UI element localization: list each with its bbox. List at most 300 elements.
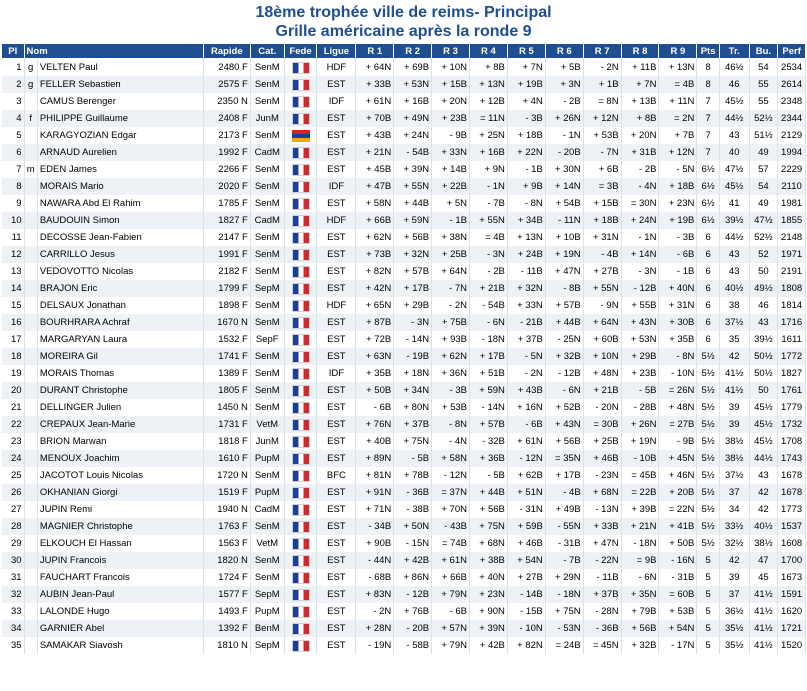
table-row[interactable]: [2, 331, 806, 348]
cell-round-3: + 36N: [432, 365, 470, 382]
table-row[interactable]: [2, 263, 806, 280]
cell-name: BRION Marwan: [37, 433, 203, 450]
table-row[interactable]: [2, 195, 806, 212]
cell-tiebreak-tr: 41: [719, 195, 749, 212]
cell-performance: 2148: [778, 229, 806, 246]
cell-round-1: + 28N: [356, 620, 394, 637]
table-row[interactable]: [2, 484, 806, 501]
cell-round-9: - 8N: [659, 348, 697, 365]
cell-tiebreak-bu: 41½: [749, 603, 778, 620]
cell-title: [24, 552, 37, 569]
cell-round-1: + 71N: [356, 501, 394, 518]
cell-round-1: + 21N: [356, 144, 394, 161]
cell-title: [24, 535, 37, 552]
col-header-tr[interactable]: Tr.: [719, 44, 749, 59]
cell-points: 5½: [697, 518, 720, 535]
cell-performance: 1591: [778, 586, 806, 603]
cell-round-5: - 5N: [507, 348, 545, 365]
cell-round-6: + 17B: [545, 467, 583, 484]
cell-name: CARRILLO Jesus: [37, 246, 203, 263]
cell-round-1: + 61N: [356, 93, 394, 110]
cell-federation: [284, 314, 317, 331]
cell-round-5: + 37B: [507, 331, 545, 348]
cell-round-3: + 33N: [432, 144, 470, 161]
france-flag-icon: [292, 470, 310, 482]
cell-title: [24, 467, 37, 484]
cell-title: [24, 399, 37, 416]
table-row[interactable]: [2, 127, 806, 144]
france-flag-icon: [292, 606, 310, 618]
col-header-r6[interactable]: R 6: [545, 44, 583, 59]
cell-round-6: + 5B: [545, 59, 583, 77]
cell-round-2: + 34N: [394, 382, 432, 399]
cell-round-1: - 68B: [356, 569, 394, 586]
table-row[interactable]: [2, 314, 806, 331]
table-row[interactable]: [2, 637, 806, 654]
cell-round-4: + 40N: [470, 569, 508, 586]
col-header-ligue[interactable]: Ligue: [317, 44, 356, 59]
cell-league: HDF: [317, 212, 356, 229]
cell-federation: [284, 586, 317, 603]
cell-round-2: + 37B: [394, 416, 432, 433]
cell-tiebreak-tr: 43: [719, 127, 749, 144]
cell-round-7: + 27B: [583, 263, 621, 280]
cell-round-8: + 11B: [621, 59, 659, 77]
cell-place: 1: [2, 59, 25, 77]
col-header-rapide[interactable]: Rapide: [203, 44, 250, 59]
cell-round-4: + 38B: [470, 552, 508, 569]
cell-round-8: - 3N: [621, 263, 659, 280]
cell-title: [24, 93, 37, 110]
cell-league: EST: [317, 110, 356, 127]
france-flag-icon: [292, 436, 310, 448]
table-row[interactable]: [2, 297, 806, 314]
cell-title: [24, 212, 37, 229]
col-header-r4[interactable]: R 4: [470, 44, 508, 59]
france-flag-icon: [292, 96, 310, 108]
cell-round-4: + 12B: [470, 93, 508, 110]
col-header-r9[interactable]: R 9: [659, 44, 697, 59]
cell-round-7: - 4B: [583, 246, 621, 263]
cell-round-8: + 35N: [621, 586, 659, 603]
cell-federation: [284, 399, 317, 416]
table-row[interactable]: [2, 552, 806, 569]
col-header-r7[interactable]: R 7: [583, 44, 621, 59]
cell-tiebreak-tr: 35½: [719, 637, 749, 654]
cell-round-7: + 33B: [583, 518, 621, 535]
table-row[interactable]: [2, 110, 806, 127]
table-row[interactable]: [2, 178, 806, 195]
france-flag-icon: [292, 164, 310, 176]
cell-round-9: + 35B: [659, 331, 697, 348]
cell-performance: 1673: [778, 569, 806, 586]
cell-category: SenM: [250, 297, 284, 314]
cell-round-4: - 6N: [470, 314, 508, 331]
cell-round-7: + 18B: [583, 212, 621, 229]
col-header-pl[interactable]: Pl: [2, 44, 25, 59]
cell-place: 27: [2, 501, 25, 518]
cell-league: EST: [317, 569, 356, 586]
cell-league: EST: [317, 76, 356, 93]
cell-round-8: - 1N: [621, 229, 659, 246]
cell-tiebreak-bu: 44½: [749, 450, 778, 467]
cell-round-9: + 18B: [659, 178, 697, 195]
table-row[interactable]: [2, 93, 806, 110]
cell-place: 20: [2, 382, 25, 399]
cell-round-2: - 58B: [394, 637, 432, 654]
cell-tiebreak-bu: 47½: [749, 212, 778, 229]
cell-league: IDF: [317, 93, 356, 110]
cell-round-2: + 16B: [394, 93, 432, 110]
cell-tiebreak-tr: 46½: [719, 59, 749, 77]
france-flag-icon: [292, 232, 310, 244]
cell-federation: [284, 484, 317, 501]
cell-title: [24, 484, 37, 501]
cell-round-4: - 54B: [470, 297, 508, 314]
france-flag-icon: [292, 555, 310, 567]
france-flag-icon: [292, 487, 310, 499]
cell-round-8: + 31B: [621, 144, 659, 161]
cell-league: EST: [317, 552, 356, 569]
cell-round-2: + 76B: [394, 603, 432, 620]
col-header-bu[interactable]: Bu.: [749, 44, 778, 59]
col-header-perf[interactable]: Perf: [778, 44, 806, 59]
cell-rapide: 1724 F: [203, 569, 250, 586]
cell-round-7: + 25B: [583, 433, 621, 450]
cell-round-5: + 9B: [507, 178, 545, 195]
cell-place: 6: [2, 144, 25, 161]
cell-rapide: 2408 F: [203, 110, 250, 127]
table-row[interactable]: [2, 603, 806, 620]
cell-points: 6: [697, 229, 720, 246]
cell-round-5: + 27B: [507, 569, 545, 586]
cell-round-1: + 82N: [356, 263, 394, 280]
cell-rapide: 2020 F: [203, 178, 250, 195]
cell-place: 29: [2, 535, 25, 552]
cell-round-4: - 1N: [470, 178, 508, 195]
cell-round-6: + 3N: [545, 76, 583, 93]
cell-federation: [284, 535, 317, 552]
cell-round-7: - 2N: [583, 59, 621, 77]
cell-round-5: + 82N: [507, 637, 545, 654]
cell-performance: 2191: [778, 263, 806, 280]
cell-category: CadM: [250, 144, 284, 161]
cell-tiebreak-tr: 37½: [719, 467, 749, 484]
cell-name: MENOUX Joachim: [37, 450, 203, 467]
cell-round-6: - 6N: [545, 382, 583, 399]
cell-round-2: - 3N: [394, 314, 432, 331]
cell-name: FELLER Sebastien: [37, 76, 203, 93]
cell-title: [24, 603, 37, 620]
col-header-cat[interactable]: Cat.: [250, 44, 284, 59]
cell-round-4: - 14N: [470, 399, 508, 416]
cell-round-2: - 12B: [394, 586, 432, 603]
cell-round-9: + 45N: [659, 450, 697, 467]
cell-round-3: - 3B: [432, 382, 470, 399]
cell-name: KARAGYOZIAN Edgar: [37, 127, 203, 144]
cell-round-7: + 47N: [583, 535, 621, 552]
table-row[interactable]: [2, 144, 806, 161]
cell-category: SenM: [250, 518, 284, 535]
cell-round-5: + 51N: [507, 484, 545, 501]
cell-rapide: 2182 F: [203, 263, 250, 280]
cell-place: 35: [2, 637, 25, 654]
cell-round-7: + 31N: [583, 229, 621, 246]
cell-title: [24, 416, 37, 433]
cell-round-7: = 30B: [583, 416, 621, 433]
cell-title: g: [24, 59, 37, 77]
cell-category: BenM: [250, 620, 284, 637]
table-row[interactable]: [2, 518, 806, 535]
cell-performance: 1608: [778, 535, 806, 552]
cell-title: [24, 297, 37, 314]
armenia-flag-icon: [292, 130, 310, 142]
cell-round-7: + 64N: [583, 314, 621, 331]
cell-tiebreak-bu: 43: [749, 314, 778, 331]
cell-name: LALONDE Hugo: [37, 603, 203, 620]
cell-name: MOREIRA Gil: [37, 348, 203, 365]
cell-points: 5: [697, 637, 720, 654]
cell-name: DECOSSE Jean-Fabien: [37, 229, 203, 246]
cell-round-4: + 90N: [470, 603, 508, 620]
cell-federation: [284, 110, 317, 127]
cell-performance: 1700: [778, 552, 806, 569]
cell-title: [24, 314, 37, 331]
cell-round-7: + 68N: [583, 484, 621, 501]
col-header-fede[interactable]: Fede: [284, 44, 317, 59]
cell-federation: [284, 637, 317, 654]
page-subtitle: Grille américaine après la ronde 9: [275, 23, 532, 40]
cell-round-2: + 42B: [394, 552, 432, 569]
table-row[interactable]: [2, 59, 806, 77]
table-row[interactable]: [2, 382, 806, 399]
cell-title: g: [24, 76, 37, 93]
cell-round-9: - 31B: [659, 569, 697, 586]
cell-tiebreak-tr: 41½: [719, 365, 749, 382]
cell-round-8: = 30N: [621, 195, 659, 212]
cell-round-8: - 6N: [621, 569, 659, 586]
cell-round-8: + 39B: [621, 501, 659, 518]
cell-round-7: - 7N: [583, 144, 621, 161]
cell-tiebreak-bu: 52½: [749, 229, 778, 246]
cell-category: SepM: [250, 637, 284, 654]
cell-league: EST: [317, 331, 356, 348]
cell-points: 5½: [697, 416, 720, 433]
table-row[interactable]: [2, 416, 806, 433]
cell-league: BFC: [317, 467, 356, 484]
cell-round-9: - 17N: [659, 637, 697, 654]
cell-rapide: 1799 F: [203, 280, 250, 297]
table-row[interactable]: [2, 535, 806, 552]
cell-round-5: + 43B: [507, 382, 545, 399]
cell-round-1: + 42N: [356, 280, 394, 297]
cell-round-1: + 89N: [356, 450, 394, 467]
cell-round-4: - 3N: [470, 246, 508, 263]
cell-round-6: - 12B: [545, 365, 583, 382]
cell-rapide: 1818 F: [203, 433, 250, 450]
cell-tiebreak-tr: 33½: [719, 518, 749, 535]
cell-tiebreak-tr: 39: [719, 416, 749, 433]
cell-round-3: + 79N: [432, 637, 470, 654]
cell-rapide: 1805 F: [203, 382, 250, 399]
cell-category: JunM: [250, 110, 284, 127]
cell-performance: 1827: [778, 365, 806, 382]
cell-points: 6½: [697, 161, 720, 178]
cell-round-3: + 70N: [432, 501, 470, 518]
cell-round-9: + 50B: [659, 535, 697, 552]
cell-league: IDF: [317, 178, 356, 195]
cell-round-2: + 86N: [394, 569, 432, 586]
cell-tiebreak-bu: 52½: [749, 110, 778, 127]
table-row[interactable]: [2, 569, 806, 586]
cell-name: BAUDOUIN Simon: [37, 212, 203, 229]
cell-round-6: + 32B: [545, 348, 583, 365]
cell-points: 6½: [697, 195, 720, 212]
cell-performance: 1761: [778, 382, 806, 399]
cell-round-3: - 7N: [432, 280, 470, 297]
cell-tiebreak-bu: 55: [749, 93, 778, 110]
cell-category: SenM: [250, 178, 284, 195]
cell-points: 5: [697, 603, 720, 620]
table-row[interactable]: [2, 450, 806, 467]
cell-name: ARNAUD Aurelien: [37, 144, 203, 161]
cell-tiebreak-bu: 52: [749, 246, 778, 263]
table-row[interactable]: [2, 501, 806, 518]
table-row[interactable]: [2, 76, 806, 93]
cell-round-5: + 18B: [507, 127, 545, 144]
cell-round-2: - 38B: [394, 501, 432, 518]
cell-points: 7: [697, 93, 720, 110]
cell-points: 6: [697, 331, 720, 348]
col-header-r8[interactable]: R 8: [621, 44, 659, 59]
cell-federation: [284, 212, 317, 229]
table-row[interactable]: [2, 212, 806, 229]
table-row[interactable]: [2, 433, 806, 450]
cell-league: EST: [317, 195, 356, 212]
cell-name: JUPIN Francois: [37, 552, 203, 569]
cell-round-9: + 46N: [659, 467, 697, 484]
cell-federation: [284, 76, 317, 93]
cell-title: [24, 637, 37, 654]
cell-round-3: + 75B: [432, 314, 470, 331]
cell-league: EST: [317, 586, 356, 603]
table-row[interactable]: [2, 229, 806, 246]
france-flag-icon: [292, 181, 310, 193]
cell-place: 21: [2, 399, 25, 416]
col-header-r3[interactable]: R 3: [432, 44, 470, 59]
table-row[interactable]: [2, 467, 806, 484]
cell-place: 11: [2, 229, 25, 246]
cell-performance: 2534: [778, 59, 806, 77]
cell-tiebreak-tr: 34: [719, 501, 749, 518]
cell-tiebreak-bu: 54: [749, 178, 778, 195]
table-row[interactable]: [2, 586, 806, 603]
cell-round-4: - 32B: [470, 433, 508, 450]
cell-round-5: + 59B: [507, 518, 545, 535]
cell-round-3: + 57N: [432, 620, 470, 637]
cell-place: 25: [2, 467, 25, 484]
cell-tiebreak-tr: 37: [719, 586, 749, 603]
cell-round-5: - 14B: [507, 586, 545, 603]
cell-category: SenM: [250, 467, 284, 484]
table-row[interactable]: [2, 399, 806, 416]
cell-round-6: + 14N: [545, 178, 583, 195]
cell-tiebreak-bu: 50½: [749, 348, 778, 365]
cell-performance: 1743: [778, 450, 806, 467]
cell-tiebreak-bu: 45½: [749, 399, 778, 416]
cell-performance: 1814: [778, 297, 806, 314]
france-flag-icon: [292, 283, 310, 295]
col-header-r5[interactable]: R 5: [507, 44, 545, 59]
cell-round-8: + 43N: [621, 314, 659, 331]
cell-round-7: = 45N: [583, 637, 621, 654]
cell-round-2: - 36B: [394, 484, 432, 501]
cell-league: EST: [317, 399, 356, 416]
col-header-pts[interactable]: Pts: [697, 44, 720, 59]
cell-place: 24: [2, 450, 25, 467]
cell-tiebreak-tr: 42: [719, 348, 749, 365]
table-row[interactable]: [2, 161, 806, 178]
cell-round-6: - 18N: [545, 586, 583, 603]
france-flag-icon: [292, 521, 310, 533]
cell-round-2: - 14N: [394, 331, 432, 348]
table-row[interactable]: [2, 365, 806, 382]
col-header-r2[interactable]: R 2: [394, 44, 432, 59]
table-row[interactable]: [2, 348, 806, 365]
cell-title: [24, 144, 37, 161]
cell-name: FAUCHART Francois: [37, 569, 203, 586]
cell-league: EST: [317, 416, 356, 433]
cell-round-8: + 79B: [621, 603, 659, 620]
table-row[interactable]: [2, 280, 806, 297]
col-header-nom[interactable]: Nom: [24, 44, 203, 59]
cell-round-8: - 4N: [621, 178, 659, 195]
cell-round-5: + 54N: [507, 552, 545, 569]
cell-round-4: + 17B: [470, 348, 508, 365]
cell-round-6: - 31B: [545, 535, 583, 552]
table-row[interactable]: [2, 246, 806, 263]
cell-round-6: + 30N: [545, 161, 583, 178]
france-flag-icon: [292, 419, 310, 431]
cell-performance: 1779: [778, 399, 806, 416]
cell-round-5: - 11B: [507, 263, 545, 280]
cell-tiebreak-tr: 43: [719, 263, 749, 280]
cell-tiebreak-tr: 44½: [719, 229, 749, 246]
cell-tiebreak-tr: 35: [719, 331, 749, 348]
cell-league: HDF: [317, 59, 356, 77]
cell-points: 5: [697, 569, 720, 586]
cell-rapide: 2147 F: [203, 229, 250, 246]
france-flag-icon: [292, 402, 310, 414]
cell-federation: [284, 416, 317, 433]
cell-rapide: 1532 F: [203, 331, 250, 348]
cell-round-6: = 24B: [545, 637, 583, 654]
cell-category: SenM: [250, 195, 284, 212]
france-flag-icon: [292, 640, 310, 652]
cell-points: 6: [697, 246, 720, 263]
cell-rapide: 1610 F: [203, 450, 250, 467]
col-header-r1[interactable]: R 1: [356, 44, 394, 59]
cell-name: MORAIS Mario: [37, 178, 203, 195]
table-row[interactable]: [2, 620, 806, 637]
cell-round-4: = 4B: [470, 229, 508, 246]
cell-round-4: + 56B: [470, 501, 508, 518]
page-title: 18ème trophée ville de reims- Principal: [255, 4, 552, 21]
cell-round-2: - 20B: [394, 620, 432, 637]
france-flag-icon: [292, 62, 310, 74]
cell-round-1: + 73B: [356, 246, 394, 263]
cell-round-5: + 22N: [507, 144, 545, 161]
